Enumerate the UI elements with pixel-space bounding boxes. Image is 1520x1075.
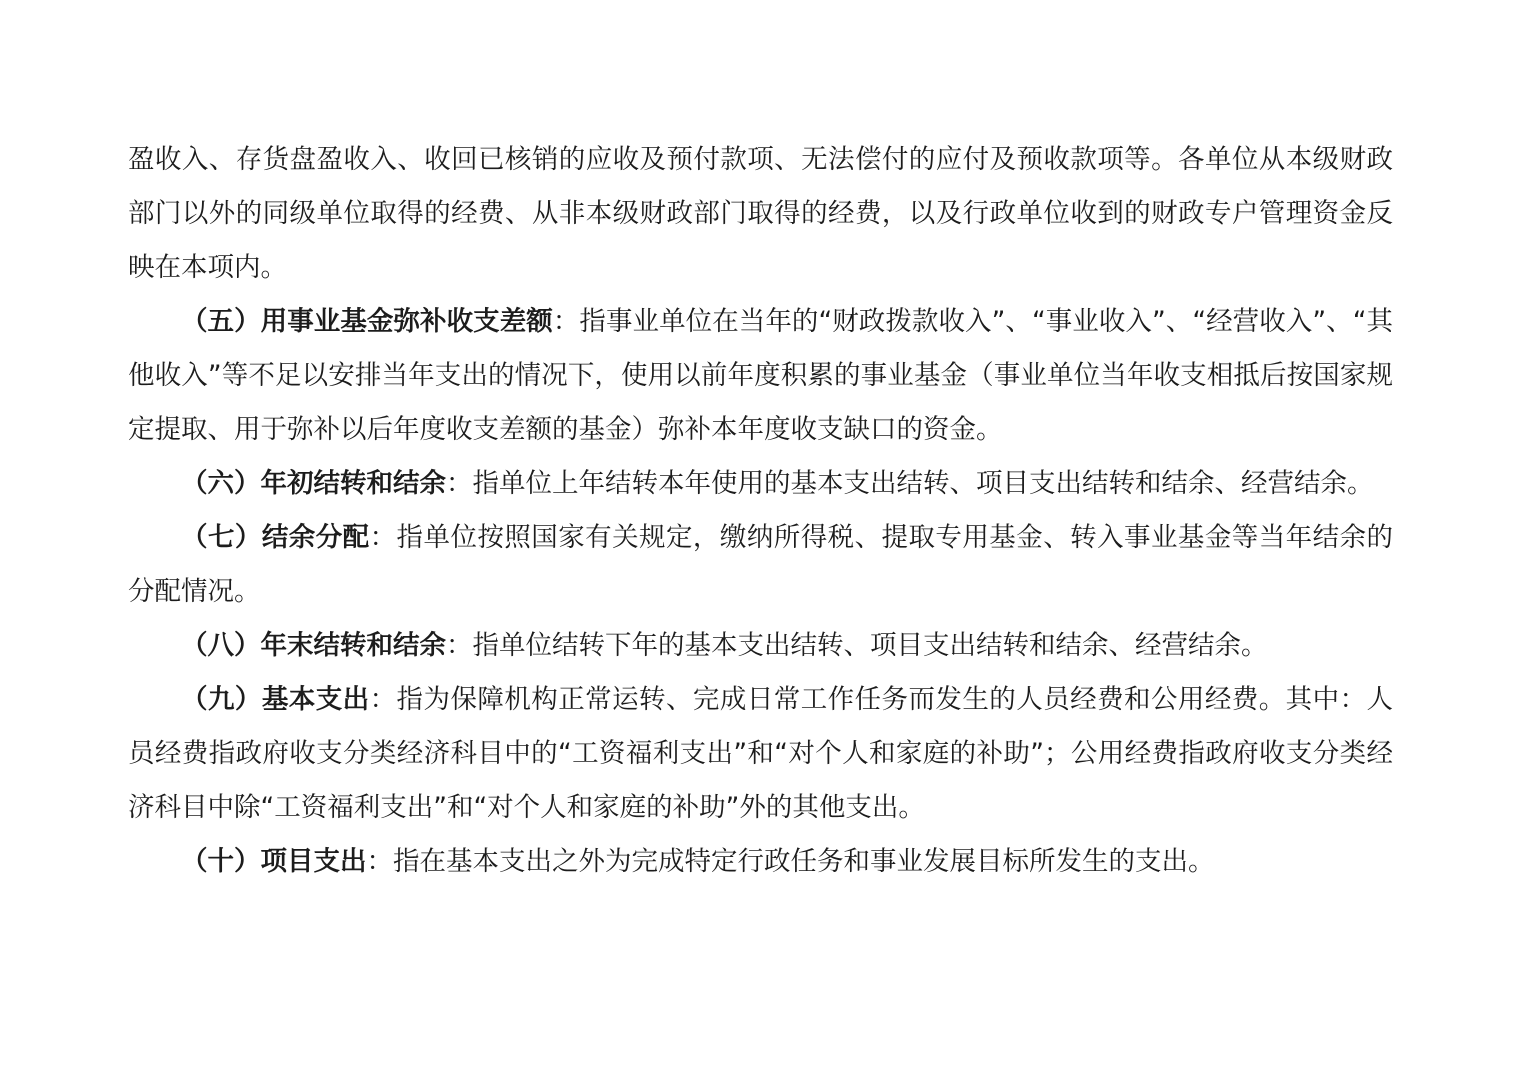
- paragraph-item-5: [128, 295, 1393, 457]
- paragraph-term: （五）用事业基金弥补收支差额: [181, 306, 553, 337]
- paragraph-term: （十）项目支出: [181, 846, 367, 877]
- paragraph-item-10: [128, 835, 1393, 889]
- paragraph-term: （六）年初结转和结余: [181, 468, 446, 499]
- document-page: [128, 133, 1393, 889]
- paragraph-text: ：指单位上年结转本年使用的基本支出结转、项目支出结转和结余、经营结余。: [446, 468, 1374, 499]
- paragraph-item-7: [128, 511, 1393, 619]
- paragraph-item-9: [128, 673, 1393, 835]
- paragraph-text: 盈收入、存货盘盈收入、收回已核销的应收及预付款项、无法偿付的应付及预收款项等。各单位从本级财政部门以外的同级单位取得的经费、从非本级财政部门取得的经费，以及行政单位收到的财政专户管理资金反映在本项内。: [128, 144, 1393, 283]
- paragraph-text: ：指在基本支出之外为完成特定行政任务和事业发展目标所发生的支出。: [366, 846, 1215, 877]
- paragraph-term: （八）年末结转和结余: [181, 630, 446, 661]
- paragraph-text: ：指事业单位在当年的“财政拨款收入”、“事业收入”、“经营收入”、“其他收入”等不足以安排当年支出的情况下，使用以前年度积累的事业基金（事业单位当年收支相抵后按国家规定提取、用于弥补以后年度收支差额的基金）弥补本年度收支缺口的资金。: [128, 306, 1393, 445]
- paragraph-text: ：指单位按照国家有关规定，缴纳所得税、提取专用基金、转入事业基金等当年结余的分配情况。: [128, 522, 1394, 607]
- paragraph-term: （七）结余分配: [181, 522, 370, 553]
- paragraph-text: ：指为保障机构正常运转、完成日常工作任务而发生的人员经费和公用经费。其中：人员经费指政府收支分类经济科目中的“工资福利支出”和“对个人和家庭的补助”；公用经费指政府收支分类经济科目中除“工资福利支出”和“对个人和家庭的补助”外的其他支出。: [128, 684, 1394, 823]
- paragraph-item-8: [128, 619, 1393, 673]
- paragraph-item-6: [128, 457, 1393, 511]
- paragraph-text: ：指单位结转下年的基本支出结转、项目支出结转和结余、经营结余。: [446, 630, 1268, 661]
- paragraph-continuation: [128, 133, 1393, 295]
- paragraph-term: （九）基本支出: [181, 684, 370, 715]
